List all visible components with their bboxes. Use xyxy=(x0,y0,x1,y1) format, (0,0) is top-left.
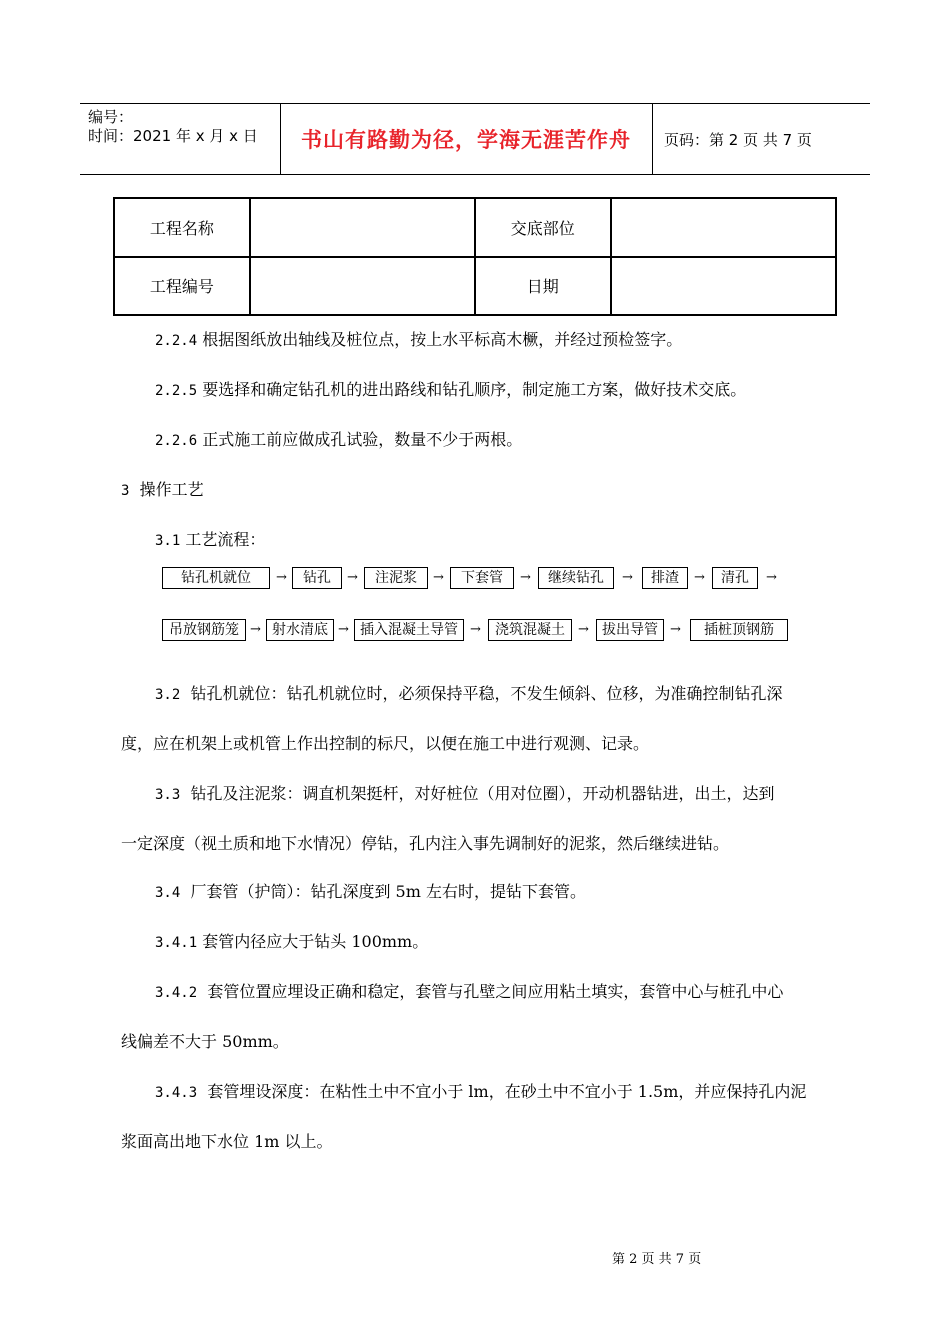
code-label: 编号： xyxy=(88,108,134,126)
paragraph-3-4-3-cont: 浆面高出地下水位 1m 以上。 xyxy=(121,1132,333,1151)
arrow-icon: → xyxy=(433,570,444,585)
table-row xyxy=(114,198,836,257)
table-row xyxy=(114,257,836,316)
paragraph-text: 钻孔机就位：钻孔机就位时，必须保持平稳，不发生倾斜、位移，为准确控制钻孔深 xyxy=(190,684,783,703)
flow-step: 钻孔 xyxy=(292,567,342,589)
paragraph-2-2-5 xyxy=(155,380,746,401)
header-motto: 书山有路勤为径，学海无涯苦作舟 xyxy=(301,128,631,152)
section-number: 2.2.6 xyxy=(155,433,198,449)
flow-step: 插桩顶钢筋 xyxy=(690,619,788,641)
paragraph-text: 根据图纸放出轴线及桩位点，按上水平标高木橛，并经过预检签字。 xyxy=(202,330,683,349)
header-divider xyxy=(652,104,653,174)
paragraph-text: 要选择和确定钻孔机的进出路线和钻孔顺序，制定施工方案，做好技术交底。 xyxy=(202,380,747,399)
flow-step: 注泥浆 xyxy=(364,567,428,589)
arrow-icon: → xyxy=(470,622,481,637)
flow-step: 清孔 xyxy=(712,567,758,589)
flow-step: 钻孔机就位 xyxy=(162,567,270,589)
paragraph-3-4 xyxy=(155,882,586,903)
project-code-label: 工程编号 xyxy=(114,257,250,316)
paragraph-text: 工艺流程： xyxy=(185,530,266,549)
page-footer: 第 2 页 共 7 页 xyxy=(612,1252,702,1267)
date-label: 日期 xyxy=(475,257,611,316)
paragraph-3-4-2 xyxy=(155,982,783,1003)
section-title: 操作工艺 xyxy=(139,480,204,499)
arrow-icon: → xyxy=(694,570,705,585)
arrow-icon: → xyxy=(276,570,287,585)
arrow-icon: → xyxy=(578,622,589,637)
flow-step: 浇筑混凝土 xyxy=(488,619,572,641)
arrow-icon: → xyxy=(766,570,777,585)
paragraph-text: 套管位置应埋设正确和稳定，套管与孔壁之间应用粘土填实，套管中心与桩孔中心 xyxy=(207,982,784,1001)
handover-part-label: 交底部位 xyxy=(475,198,611,257)
arrow-icon: → xyxy=(250,622,261,637)
paragraph-3-4-1 xyxy=(155,932,428,953)
section-number: 3.2 xyxy=(155,687,181,703)
paragraph-text: 套管内径应大于钻头 100mm。 xyxy=(202,932,429,951)
arrow-icon: → xyxy=(622,570,633,585)
section-number: 3.4.2 xyxy=(155,985,198,1001)
paragraph-text: 正式施工前应做成孔试验，数量不少于两根。 xyxy=(202,430,523,449)
flow-step: 下套管 xyxy=(450,567,514,589)
section-number: 3.4.1 xyxy=(155,935,198,951)
time-label: 时间：2021 年 x 月 x 日 xyxy=(88,127,258,145)
paragraph-3-1 xyxy=(155,530,265,551)
flow-step: 继续钻孔 xyxy=(538,567,614,589)
flow-step: 插入混凝土导管 xyxy=(354,619,464,641)
flow-step: 射水清底 xyxy=(266,619,334,641)
flow-step: 吊放钢筋笼 xyxy=(162,619,246,641)
date-value xyxy=(611,257,836,316)
paragraph-3-3 xyxy=(155,784,774,805)
project-info-table xyxy=(113,197,837,316)
section-number: 3.4 xyxy=(155,885,181,901)
project-code-value xyxy=(250,257,475,316)
section-number: 3.3 xyxy=(155,787,181,803)
arrow-icon: → xyxy=(347,570,358,585)
header-meta xyxy=(88,108,258,146)
section-number: 2.2.5 xyxy=(155,383,198,399)
page-header xyxy=(80,103,870,175)
section-3-heading xyxy=(121,480,204,501)
paragraph-3-3-cont: 一定深度（视土质和地下水情况）停钻，孔内注入事先调制好的泥浆，然后继续进钻。 xyxy=(121,834,730,853)
paragraph-3-2 xyxy=(155,684,782,705)
arrow-icon: → xyxy=(670,622,681,637)
project-name-label: 工程名称 xyxy=(114,198,250,257)
paragraph-3-4-3 xyxy=(155,1082,806,1103)
handover-part-value xyxy=(611,198,836,257)
section-number: 2.2.4 xyxy=(155,333,198,349)
paragraph-2-2-4 xyxy=(155,330,682,351)
arrow-icon: → xyxy=(338,622,349,637)
flow-step: 排渣 xyxy=(642,567,688,589)
arrow-icon: → xyxy=(520,570,531,585)
paragraph-text: 厂套管（护筒）：钻孔深度到 5m 左右时，提钻下套管。 xyxy=(190,882,586,901)
header-page-number: 页码：第 2 页 共 7 页 xyxy=(664,130,812,149)
section-number: 3.4.3 xyxy=(155,1085,198,1101)
paragraph-3-2-cont: 度，应在机架上或机管上作出控制的标尺，以便在施工中进行观测、记录。 xyxy=(121,734,650,753)
section-number: 3.1 xyxy=(155,533,181,549)
flow-step: 拔出导管 xyxy=(596,619,664,641)
paragraph-text: 套管埋设深度：在粘性土中不宜小于 lm，在砂土中不宜小于 1.5m，并应保持孔内泥 xyxy=(207,1082,807,1101)
paragraph-text: 钻孔及注泥浆：调直机架挺杆，对好桩位（用对位圈），开动机器钻进，出土，达到 xyxy=(190,784,775,803)
paragraph-2-2-6 xyxy=(155,430,522,451)
project-name-value xyxy=(250,198,475,257)
section-number: 3 xyxy=(121,483,130,499)
paragraph-3-4-2-cont: 线偏差不大于 50mm。 xyxy=(121,1032,289,1051)
